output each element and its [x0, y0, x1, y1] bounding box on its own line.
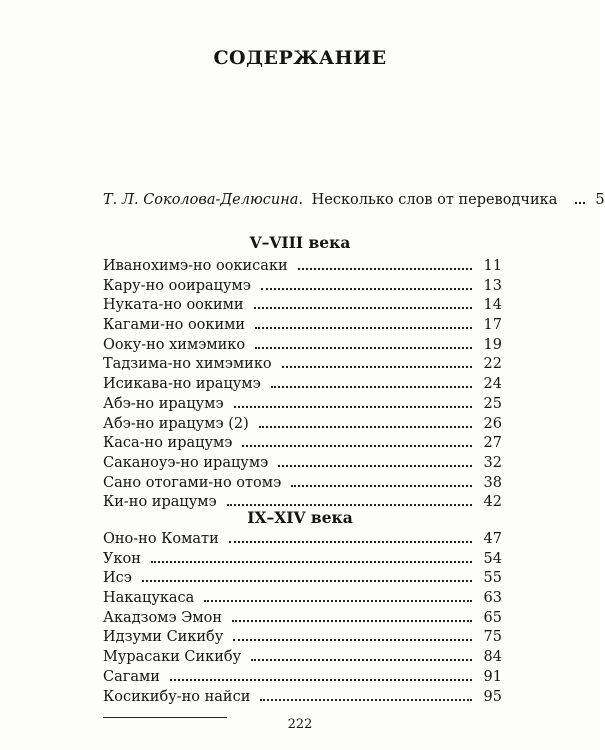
toc-entry-page: 65	[483, 609, 502, 626]
toc-entry-page: 95	[483, 688, 502, 705]
dot-leader	[142, 580, 472, 582]
toc-section-list	[103, 257, 502, 513]
toc-entry-page: 91	[483, 668, 502, 685]
toc-entry	[103, 569, 502, 589]
toc-entry	[103, 375, 502, 395]
toc-entry-page: 17	[483, 317, 502, 334]
toc-entry	[103, 530, 502, 550]
dot-leader	[255, 347, 471, 349]
toc-entry	[103, 454, 502, 474]
dot-leader	[229, 541, 472, 543]
toc-entry-page: 38	[483, 474, 502, 491]
dot-leader	[282, 366, 472, 368]
toc-entry	[103, 395, 502, 415]
toc-entry	[103, 336, 502, 356]
toc-entry-title: Саканоуэ-но ирацумэ	[103, 454, 269, 471]
toc-entry-page: 24	[483, 376, 502, 393]
dot-leader	[575, 202, 585, 204]
dot-leader	[254, 307, 472, 309]
toc-entry-page: 42	[483, 494, 502, 511]
toc-entry-page: 13	[483, 277, 502, 294]
toc-entry-page: 25	[483, 395, 502, 412]
toc-entry	[103, 434, 502, 454]
toc-entry-page: 27	[483, 435, 502, 452]
toc-entry-title: Иванохимэ-но оокисаки	[103, 258, 288, 274]
toc-entry-title: Абэ-но ирацумэ (2)	[103, 415, 249, 432]
toc-entry-page: 75	[483, 629, 502, 646]
toc-entry-title: Укон	[103, 550, 141, 567]
toc-intro-entry	[103, 190, 605, 210]
dot-leader	[260, 699, 471, 701]
toc-entry	[103, 609, 502, 629]
toc-entry-page: 22	[483, 356, 502, 373]
toc-entry-title: Ооку-но химэмико	[103, 336, 246, 353]
dot-leader	[227, 504, 472, 506]
toc-entry-page: 32	[483, 454, 502, 471]
toc-entry-page: 14	[483, 297, 502, 314]
toc-entry-title: Косикибу-но найси	[103, 688, 251, 705]
toc-entry-page: 84	[483, 649, 502, 666]
toc-entry-title: Исикава-но ирацумэ	[103, 376, 261, 393]
toc-entry	[103, 648, 502, 668]
toc-entry-title: Кагами-но оокими	[103, 317, 246, 334]
toc-entry-page: 11	[483, 258, 502, 274]
dot-leader	[291, 485, 471, 487]
dot-leader	[251, 659, 471, 661]
dot-leader	[271, 386, 472, 388]
section-heading: V–VIII века	[249, 233, 351, 252]
toc-entry-title: Идзуми Сикибу	[103, 629, 224, 646]
toc-entry	[103, 257, 502, 277]
toc-entry-title: Кару-но ооирацумэ	[103, 277, 251, 294]
toc-entry-title: Исэ	[103, 570, 132, 587]
toc-section-list	[103, 530, 502, 707]
toc-entry	[103, 628, 502, 648]
toc-entry	[103, 316, 502, 336]
dot-leader	[151, 561, 472, 563]
toc-entry-title: Мурасаки Сикибу	[103, 649, 242, 666]
dot-leader	[234, 406, 472, 408]
toc-entry-title: Каса-но ирацумэ	[103, 435, 233, 452]
dot-leader	[261, 288, 472, 290]
dot-leader	[232, 620, 472, 622]
toc-entry-page: 19	[483, 336, 502, 353]
dot-leader	[204, 600, 471, 602]
toc-entry-title: Сагами	[103, 668, 160, 685]
dot-leader	[233, 639, 471, 641]
toc-entry	[103, 277, 502, 297]
dot-leader	[259, 426, 472, 428]
dot-leader	[242, 445, 471, 447]
toc-entry-page: 54	[483, 550, 502, 567]
dot-leader	[298, 268, 472, 270]
toc-entry-title: Акадзомэ Эмон	[103, 609, 223, 626]
toc-entry	[103, 589, 502, 609]
dot-leader	[255, 327, 471, 329]
toc-entry-title: Нуката-но оокими	[103, 297, 244, 314]
intro-author: Т. Л. Соколова-Делюсина.	[103, 192, 303, 208]
intro-title: Несколько слов от переводчика	[311, 192, 558, 208]
intro-page-number: 5	[595, 192, 605, 208]
toc-entry-page: 47	[483, 531, 502, 547]
toc-entry-title: Оно-но Комати	[103, 531, 219, 547]
toc-entry	[103, 668, 502, 688]
toc-entry	[103, 296, 502, 316]
toc-entry-title: Тадзима-но химэмико	[103, 356, 272, 373]
section-heading: IX–XIV века	[247, 508, 353, 527]
page-number-footer: 222	[287, 717, 313, 732]
toc-entry-title: Ки-но ирацумэ	[103, 494, 217, 511]
toc-entry	[103, 688, 502, 708]
toc-entry-page: 55	[483, 570, 502, 587]
dot-leader	[170, 679, 472, 681]
toc-entry-title: Абэ-но ирацумэ	[103, 395, 224, 412]
toc-entry-title: Накацукаса	[103, 590, 195, 607]
dot-leader	[278, 465, 471, 467]
toc-entry-page: 26	[483, 415, 502, 432]
toc-entry	[103, 355, 502, 375]
toc-entry	[103, 474, 502, 494]
toc-entry	[103, 415, 502, 435]
toc-entry-title: Сано отогами-но отомэ	[103, 474, 282, 491]
toc-entry-page: 63	[483, 590, 502, 607]
toc-entry	[103, 550, 502, 570]
page-title: СОДЕРЖАНИЕ	[213, 47, 387, 69]
